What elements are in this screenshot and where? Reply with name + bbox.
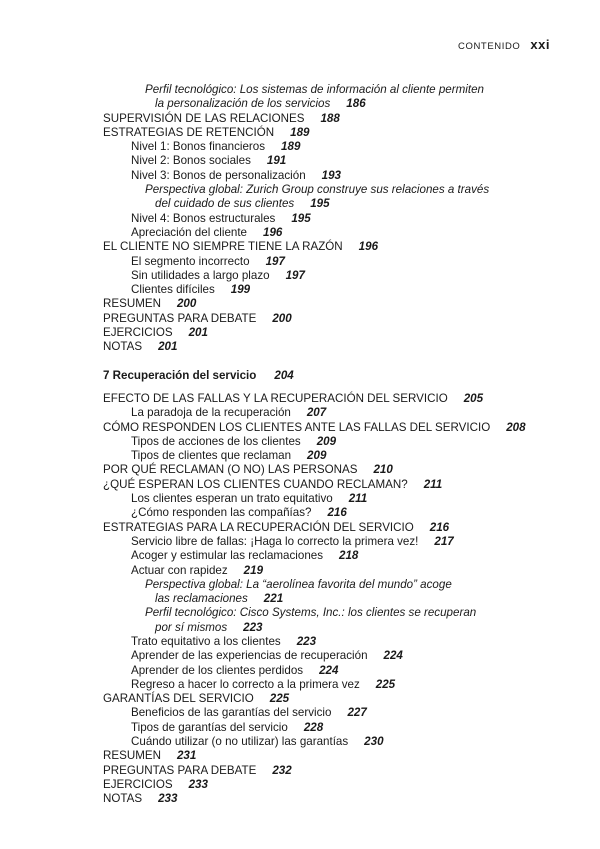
toc-entry-text: Trato equitativo a los clientes — [131, 634, 281, 648]
toc-entry — [103, 255, 563, 269]
toc-entry-text: Nivel 2: Bonos sociales — [131, 154, 251, 168]
toc-entry-page: 189 — [290, 125, 310, 139]
toc-entry-text: EJERCICIOS — [103, 777, 173, 791]
toc-entry-page: 223 — [243, 620, 263, 634]
toc-entry-text: Regreso a hacer lo correcto a la primera vez — [131, 677, 360, 691]
header-page-number: xxi — [530, 37, 550, 52]
toc-entry — [103, 140, 563, 154]
toc-entry — [103, 212, 563, 226]
toc-entry-text: Perfil tecnológico: Los sistemas de información al cliente permiten — [145, 83, 484, 96]
toc-entry-text: ¿Cómo responden las compañías? — [131, 506, 312, 520]
toc-entry — [103, 635, 563, 649]
toc-entry — [103, 521, 563, 535]
toc-entry-page: 201 — [188, 326, 208, 340]
toc-entry-text: EL CLIENTE NO SIEMPRE TIENE LA RAZÓN — [103, 240, 343, 254]
toc-entry — [103, 749, 563, 763]
toc-entry-text: Aprender de las experiencias de recuperación — [131, 649, 368, 663]
chapter-title: 7 Recuperación del servicio — [103, 368, 257, 382]
toc-entry-page: 205 — [463, 391, 484, 405]
toc-entry — [103, 778, 563, 792]
toc-entry-page: 200 — [272, 311, 292, 325]
toc-entry — [103, 578, 563, 592]
toc-entry-text: del cuidado de sus clientes — [155, 197, 295, 211]
toc-entry — [103, 735, 563, 749]
toc-entry-text: Los clientes esperan un trato equitativo — [131, 492, 333, 506]
toc-entry-text: ¿QUÉ ESPERAN LOS CLIENTES CUANDO RECLAMAN? — [103, 477, 408, 491]
toc-entry-text: Perspectiva global: Zurich Group construye sus relaciones a través — [145, 183, 490, 197]
toc-entry-text: Perspectiva global: La “aerolínea favorita del mundo” acoge — [145, 577, 452, 591]
toc-entry-page: 218 — [339, 549, 359, 563]
toc-entry-text: Tipos de clientes que reclaman — [131, 449, 292, 463]
toc-entry — [103, 392, 563, 406]
toc-entry-page: 233 — [158, 792, 178, 806]
toc-entry — [103, 506, 563, 520]
toc-entry-page: 209 — [307, 449, 327, 463]
table-of-contents — [103, 83, 563, 807]
toc-entry-page: 211 — [348, 492, 368, 506]
toc-entry-text: NOTAS — [103, 340, 143, 354]
toc-entry — [103, 621, 563, 635]
toc-entry — [103, 564, 563, 578]
toc-entry — [103, 269, 563, 283]
header-label: CONTENIDO — [458, 41, 521, 52]
toc-entry — [103, 449, 563, 463]
toc-entry-page: 223 — [296, 634, 317, 648]
toc-entry — [103, 154, 563, 168]
toc-entry-text: Tipos de garantías del servicio — [131, 720, 288, 734]
toc-entry — [103, 692, 563, 706]
toc-entry-text: SUPERVISIÓN DE LAS RELACIONES — [103, 111, 305, 125]
toc-entry-text: Tipos de acciones de los clientes — [131, 434, 301, 448]
toc-entry-text: ESTRATEGIAS PARA LA RECUPERACIÓN DEL SERVICIO — [103, 520, 414, 534]
toc-entry-page: 189 — [281, 140, 301, 154]
toc-entry-page: 221 — [263, 592, 284, 606]
toc-entry — [103, 97, 563, 111]
toc-entry-page: 199 — [230, 283, 251, 297]
toc-entry — [103, 183, 563, 197]
toc-entry-page: 195 — [291, 211, 311, 225]
toc-entry-text: La paradoja de la recuperación — [131, 406, 291, 420]
toc-entry-text: POR QUÉ RECLAMAN (O NO) LAS PERSONAS — [103, 463, 358, 477]
toc-entry — [103, 340, 563, 354]
toc-entry — [103, 535, 563, 549]
toc-entry-page: 232 — [272, 763, 292, 777]
toc-entry — [103, 112, 563, 126]
toc-entry-page: 224 — [383, 649, 403, 663]
toc-entry-text: Nivel 3: Bonos de personalización — [131, 168, 306, 182]
toc-entry-text: Actuar con rapidez — [131, 563, 228, 577]
toc-entry-page: 230 — [364, 735, 384, 749]
toc-entry — [103, 649, 563, 663]
toc-entry-text: GARANTÍAS DEL SERVICIO — [103, 692, 254, 706]
toc-entry — [103, 463, 563, 477]
toc-entry — [103, 664, 563, 678]
toc-entry-page: 216 — [327, 506, 347, 520]
toc-entry-text: PREGUNTAS PARA DEBATE — [103, 763, 257, 777]
toc-entry — [103, 406, 563, 420]
toc-entry-text: por sí mismos — [155, 620, 228, 634]
toc-entry-text: Nivel 1: Bonos financieros — [131, 140, 266, 154]
toc-entry — [103, 226, 563, 240]
toc-entry — [103, 83, 563, 97]
toc-entry-text: Beneficios de las garantías del servicio — [131, 706, 332, 720]
toc-entry-page: 200 — [176, 297, 197, 311]
toc-entry-page: 208 — [506, 420, 526, 434]
toc-entry — [103, 764, 563, 778]
toc-entry-page: 227 — [347, 706, 367, 720]
toc-entry-text: El segmento incorrecto — [131, 254, 250, 268]
toc-entry-page: 186 — [346, 97, 366, 111]
toc-entry-text: las reclamaciones — [155, 592, 248, 606]
toc-section-6-tail — [103, 83, 563, 355]
chapter-heading — [103, 369, 563, 383]
toc-entry-page: 209 — [316, 434, 337, 448]
toc-entry-text: EJERCICIOS — [103, 326, 173, 340]
toc-entry-page: 224 — [319, 663, 339, 677]
toc-entry — [103, 435, 563, 449]
toc-entry-page: 201 — [158, 340, 178, 354]
toc-entry — [103, 478, 563, 492]
toc-entry — [103, 297, 563, 311]
toc-entry-page: 193 — [321, 168, 341, 182]
toc-entry-text: Apreciación del cliente — [131, 225, 248, 239]
toc-entry-text: ESTRATEGIAS DE RETENCIÓN — [103, 125, 275, 139]
toc-entry-text: Nivel 4: Bonos estructurales — [131, 211, 276, 225]
toc-entry-text: Cuándo utilizar (o no utilizar) las garantías — [131, 735, 349, 749]
toc-entry-text: Perfil tecnológico: Cisco Systems, Inc.: los clientes se recuperan — [145, 606, 477, 620]
toc-section-7 — [103, 392, 563, 807]
toc-entry-text: PREGUNTAS PARA DEBATE — [103, 311, 257, 325]
toc-entry-text: la personalización de los servicios — [155, 97, 331, 111]
running-header — [458, 37, 550, 52]
toc-entry-text: NOTAS — [103, 792, 143, 806]
toc-entry-text: CÓMO RESPONDEN LOS CLIENTES ANTE LAS FALLAS DEL SERVICIO — [103, 420, 491, 434]
toc-entry — [103, 792, 563, 806]
toc-entry-page: 211 — [423, 477, 443, 491]
toc-entry — [103, 197, 563, 211]
toc-entry-page: 197 — [265, 254, 285, 268]
toc-entry-page: 196 — [358, 240, 379, 254]
toc-entry-text: Acoger y estimular las reclamaciones — [131, 549, 324, 563]
toc-entry-page: 210 — [373, 463, 393, 477]
toc-entry-page: 188 — [320, 111, 340, 125]
toc-entry-page: 231 — [176, 749, 197, 763]
toc-entry-page: 207 — [306, 406, 327, 420]
toc-entry — [103, 492, 563, 506]
toc-entry — [103, 126, 563, 140]
toc-entry — [103, 721, 563, 735]
toc-entry-text: RESUMEN — [103, 749, 161, 763]
toc-entry-page: 233 — [188, 777, 208, 791]
toc-entry-page: 228 — [303, 720, 324, 734]
toc-entry — [103, 240, 563, 254]
toc-entry-text: RESUMEN — [103, 297, 161, 311]
toc-entry — [103, 169, 563, 183]
toc-entry — [103, 678, 563, 692]
toc-entry-page: 225 — [269, 692, 290, 706]
toc-entry — [103, 312, 563, 326]
toc-entry-text: EFECTO DE LAS FALLAS Y LA RECUPERACIÓN DEL SERVICIO — [103, 391, 448, 405]
toc-entry-text: Aprender de los clientes perdidos — [131, 663, 304, 677]
toc-entry-page: 225 — [375, 677, 396, 691]
toc-entry-text: Sin utilidades a largo plazo — [131, 268, 270, 282]
toc-entry-page: 217 — [434, 534, 454, 548]
toc-entry-page: 197 — [285, 268, 305, 282]
toc-entry — [103, 606, 563, 620]
toc-entry-text: Servicio libre de fallas: ¡Haga lo correcto la primera vez! — [131, 534, 419, 548]
toc-entry-page: 191 — [266, 154, 287, 168]
toc-entry — [103, 421, 563, 435]
toc-entry — [103, 549, 563, 563]
toc-entry-page: 219 — [243, 563, 264, 577]
toc-entry — [103, 706, 563, 720]
toc-entry-text: Clientes difíciles — [131, 283, 215, 297]
toc-entry — [103, 283, 563, 297]
toc-entry-page: 216 — [429, 520, 450, 534]
toc-entry — [103, 592, 563, 606]
toc-entry — [103, 326, 563, 340]
chapter-page: 204 — [274, 368, 294, 382]
toc-entry-page: 195 — [310, 197, 330, 211]
toc-entry-page: 196 — [263, 225, 283, 239]
